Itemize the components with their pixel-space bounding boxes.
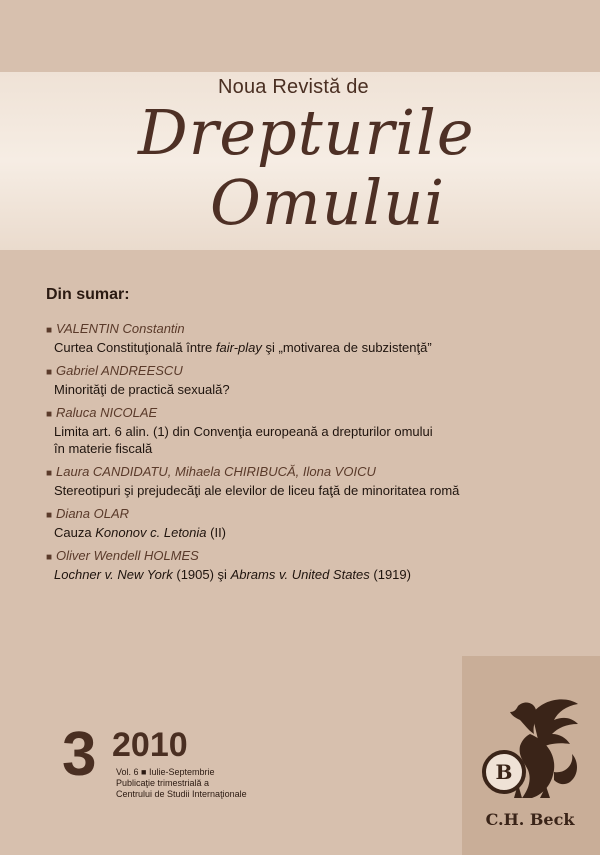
issue-number: 3 [62, 720, 97, 789]
bullet-icon: ■ [46, 409, 53, 420]
bullet-icon: ■ [46, 367, 53, 378]
publication-line-2: Centrului de Studii Internaţionale [116, 789, 247, 799]
article-title: Cauza Kononov c. Letonia (II) [54, 525, 227, 540]
list-item [46, 505, 546, 541]
journal-title-line2: Omului [210, 166, 446, 239]
article-author: ■ VALENTIN Constantin [46, 321, 185, 336]
bullet-icon: ■ [46, 325, 53, 336]
bullet-icon: ■ [46, 510, 53, 521]
issue-volume-period: Vol. 6 ■ Iulie-Septembrie [116, 767, 215, 777]
article-title: Curtea Constituţională între fair-play şi „motivarea de subzistenţă” [54, 340, 432, 355]
bullet-icon: ■ [46, 552, 53, 563]
publication-line-1: Publicaţie trimestrială a [116, 778, 210, 788]
list-item [46, 463, 546, 499]
summary-list [46, 320, 546, 589]
summary-heading: Din sumar: [46, 286, 130, 303]
journal-pretitle: Noua Revistă de [218, 76, 369, 98]
article-author: ■ Gabriel ANDREESCU [46, 363, 183, 378]
bullet-icon: ■ [46, 468, 53, 479]
journal-title-line1: Drepturile [138, 96, 475, 169]
article-author: ■ Laura CANDIDATU, Mihaela CHIRIBUCĂ, Ilona VOICU [46, 464, 376, 479]
article-author: ■ Diana OLAR [46, 506, 130, 521]
logo-letter: B [495, 760, 513, 784]
list-item [46, 362, 546, 398]
griffin-logo-icon [474, 694, 584, 804]
publisher-name: C.H. Beck [485, 810, 575, 829]
list-item [46, 547, 546, 583]
article-title: Limita art. 6 alin. (1) din Convenţia europeană a drepturilor omului în materie fiscală [54, 424, 433, 456]
list-item [46, 320, 546, 356]
article-title: Minorităţi de practică sexuală? [54, 382, 230, 397]
article-title: Lochner v. New York (1905) şi Abrams v. United States (1919) [54, 567, 411, 582]
article-title: Stereotipuri şi prejudecăţi ale elevilor de liceu faţă de minoritatea romă [54, 483, 460, 498]
list-item [46, 404, 546, 457]
article-author: ■ Raluca NICOLAE [46, 405, 158, 420]
issue-year: 2010 [112, 726, 188, 764]
article-author: ■ Oliver Wendell HOLMES [46, 548, 199, 563]
